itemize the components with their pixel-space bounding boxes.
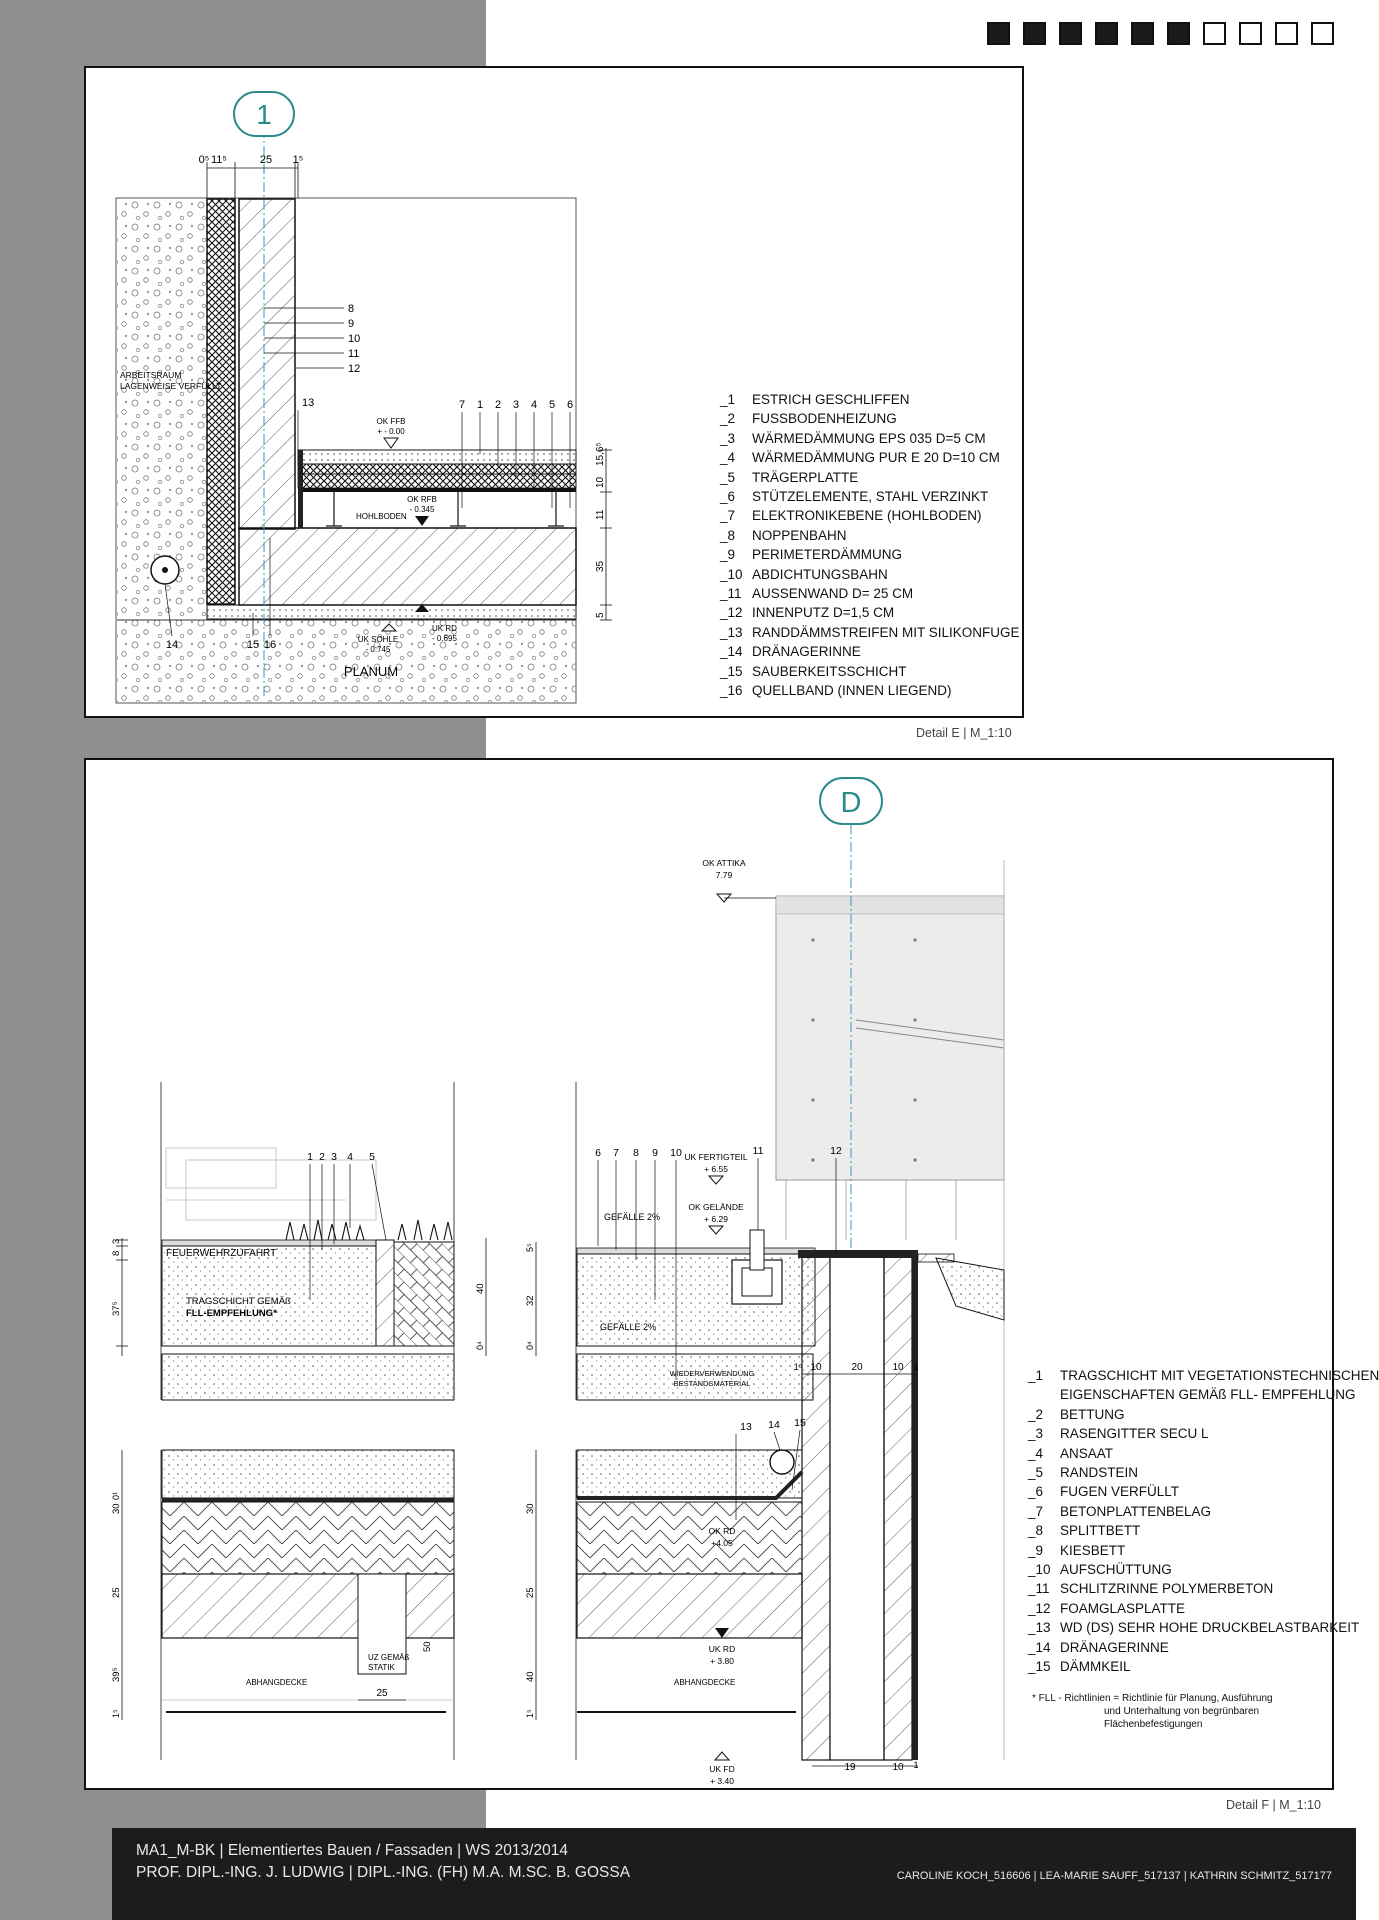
detail-f-legend-row [1028, 1405, 1379, 1424]
detail-e-legend-number: _15 [720, 663, 743, 679]
level-ok-gelaende-val: + 6.29 [704, 1214, 728, 1224]
axis-marker-d: D [840, 787, 862, 819]
callout-f-8: 8 [633, 1147, 639, 1159]
detail-e-legend-number: _4 [720, 450, 736, 466]
detail-f-footnote [1032, 1692, 1273, 1731]
callout-f-6: 6 [595, 1147, 601, 1159]
dim-e-right-3: 11 [595, 509, 606, 520]
detail-f-legend-text: RASENGITTER SECU L [1060, 1426, 1209, 1442]
detail-e-legend-number: _12 [720, 605, 743, 621]
detail-e-legend-row [720, 642, 1020, 661]
callout-f-1: 1 [307, 1151, 313, 1163]
dim-f-mid-15: 1⁵ [525, 1709, 535, 1718]
callout-e-3: 3 [512, 399, 520, 411]
dim-f-mid-13: 25 [525, 1587, 536, 1598]
detail-e-legend-text: PERIMETERDÄMMUNG [752, 547, 903, 563]
detail-f-legend-row [1028, 1482, 1379, 1501]
detail-e-legend-row [720, 662, 1020, 681]
detail-e-legend-row [720, 390, 1020, 409]
detail-e-legend-text: AUSSENWAND D= 25 CM [752, 586, 914, 602]
detail-f-legend-text: DÄMMKEIL [1060, 1659, 1131, 1675]
detail-f-legend-text: TRAGSCHICHT MIT VEGETATIONSTECHNISCHEN [1060, 1368, 1379, 1383]
detail-e-legend-row [720, 545, 1020, 564]
level-ok-ffb-val: + - 0.00 [377, 427, 405, 436]
detail-f-legend-text: KIESBETT [1060, 1542, 1126, 1558]
detail-f-legend-number: _10 [1028, 1562, 1051, 1578]
detail-f-legend-row [1028, 1444, 1379, 1463]
callout-e-11: 11 [348, 348, 360, 360]
detail-e-legend-text: ABDICHTUNGSBAHN [752, 566, 888, 582]
dim-f-mid-18: 50 [422, 1641, 433, 1652]
detail-f-legend-text: WD (DS) SEHR HOHE DRUCKBELASTBARKEIT [1060, 1620, 1360, 1636]
detail-f-legend-number: _7 [1028, 1503, 1044, 1519]
detail-f-legend-row [1028, 1366, 1379, 1385]
label-tragschicht-1: TRAGSCHICHT GEMÄß [186, 1296, 291, 1307]
callout-f-3: 3 [331, 1151, 337, 1163]
axis-marker-1: 1 [256, 99, 272, 130]
callout-e-9: 9 [348, 318, 355, 330]
detail-e-legend-text: SAUBERKEITSSCHICHT [752, 663, 907, 679]
callout-f-5: 5 [369, 1151, 375, 1163]
detail-f-legend-number: _13 [1028, 1620, 1051, 1636]
detail-f-legend-text: DRÄNAGERINNE [1060, 1639, 1169, 1655]
detail-f-legend-text: FOAMGLASPLATTE [1060, 1600, 1186, 1616]
detail-e-legend-number: _2 [720, 411, 736, 427]
detail-e-legend-row [720, 487, 1020, 506]
callout-e-8: 8 [348, 303, 355, 315]
detail-e-legend-number: _1 [720, 392, 736, 407]
dim-f-left-5: 39⁵ [111, 1667, 122, 1682]
detail-e-legend-text: ELEKTRONIKEBENE (HOHLBODEN) [752, 508, 982, 524]
dim-f-bottom-1: 20 [851, 1362, 863, 1373]
detail-f-legend-row [1028, 1657, 1379, 1676]
footnote-line-2: und Unterhaltung von begrünbaren [1104, 1706, 1260, 1717]
detail-f-legend-text: ANSAAT [1060, 1445, 1114, 1461]
callout-f-12: 12 [830, 1145, 842, 1157]
label-bestandsmaterial: BESTANDSMATERIAL [673, 1379, 751, 1388]
callout-e-15: 15 [246, 639, 260, 651]
callout-e-1: 1 [476, 399, 484, 411]
detail-f-legend-row [1028, 1599, 1379, 1618]
dim-e-right-4: 35 [595, 560, 606, 572]
dim-f-bottom-3: 1 [913, 1362, 919, 1372]
detail-e-frame [84, 66, 1024, 718]
footer-authors: CAROLINE KOCH_516606 | LEA-MARIE SAUFF_517137 | KATHRIN SCHMITZ_517177 [896, 1870, 1332, 1882]
label-arbeitsraum: ARBEITSRAUM [120, 370, 182, 380]
detail-e-legend-text: STÜTZELEMENTE, STAHL VERZINKT [752, 489, 989, 505]
detail-f-legend-row [1028, 1463, 1379, 1482]
label-abhangdecke-1: ABHANGDECKE [246, 1678, 308, 1687]
level-uk-fertigteil: UK FERTIGTEIL [684, 1152, 748, 1162]
progress-square [1131, 22, 1154, 45]
level-uk-rd-f: UK RD [708, 1644, 736, 1654]
callout-e-5: 5 [548, 399, 556, 411]
label-wiederverwendung: WIEDERVERWENDUNG [669, 1369, 755, 1378]
detail-e-legend-number: _16 [720, 683, 743, 699]
callout-e-16: 16 [263, 639, 277, 651]
level-ok-attika-val: 7.79 [715, 870, 733, 880]
callout-e-14: 14 [165, 639, 179, 651]
detail-e-legend-number: _7 [720, 508, 736, 524]
detail-e-legend-row [720, 409, 1020, 428]
detail-f-caption: Detail F | M_1:10 [1226, 1798, 1321, 1812]
detail-e-legend-number: _14 [720, 644, 743, 660]
label-arbeitsraum-2: LAGENWEISE VERFÜLLT [120, 381, 222, 391]
detail-f-legend-number: _6 [1028, 1484, 1044, 1500]
detail-f-frame [84, 758, 1379, 1790]
progress-square [1275, 22, 1298, 45]
label-hohlboden: HOHLBODEN [356, 512, 407, 521]
detail-f-legend-row [1028, 1521, 1379, 1540]
level-uk-fd: UK FD [709, 1764, 735, 1774]
detail-e-legend-number: _5 [720, 469, 736, 485]
detail-f-legend-row [1028, 1385, 1379, 1404]
callout-f-15: 15 [794, 1417, 806, 1429]
callout-f-11: 11 [752, 1145, 764, 1157]
detail-f-legend-number: _2 [1028, 1406, 1044, 1422]
level-uk-sohle-val: - 0.745 [365, 645, 391, 654]
detail-e-legend-row [720, 526, 1020, 545]
dim-e-top-3: 1⁵ [292, 154, 304, 166]
detail-e-legend-number: _10 [720, 566, 743, 582]
detail-f-legend-number [1028, 1385, 1060, 1404]
dim-f-mid-12: 30 [525, 1503, 536, 1514]
detail-e-legend-row [720, 623, 1020, 642]
detail-e-legend-text: NOPPENBAHN [752, 527, 847, 543]
level-ok-rfb: OK RFB [407, 495, 437, 504]
dim-f-bottom-5: 19 [844, 1762, 856, 1773]
callout-f-4: 4 [347, 1151, 353, 1163]
footnote-line-3: Flächenbefestigungen [1104, 1719, 1203, 1730]
detail-e-legend-number: _11 [720, 586, 742, 602]
dim-f-left-4: 25 [111, 1587, 122, 1598]
dim-e-right-2: 15,6⁵ [595, 442, 606, 466]
level-ok-gelaende: OK GELÄNDE [688, 1202, 744, 1212]
detail-e-legend-number: _9 [720, 547, 736, 563]
detail-e-legend-text: FUSSBODENHEIZUNG [752, 411, 897, 427]
dim-f-bottom-8: 25 [376, 1688, 388, 1699]
progress-square [1311, 22, 1334, 45]
level-uk-fertigteil-val: + 6.55 [704, 1164, 728, 1174]
callout-f-13: 13 [740, 1421, 752, 1433]
detail-e-legend-number: _3 [720, 430, 736, 446]
label-planum: PLANUM [343, 664, 399, 679]
detail-f-legend-text: AUFSCHÜTTUNG [1060, 1562, 1172, 1578]
detail-e-legend-number: _6 [720, 489, 736, 505]
dim-f-bottom-2: 10 [892, 1362, 904, 1373]
dim-f-left-7: 0¹ [111, 1491, 121, 1500]
callout-e-13: 13 [302, 397, 315, 409]
detail-f-legend-row [1028, 1560, 1379, 1579]
footer-course: MA1_M-BK | Elementiertes Bauen / Fassaden | WS 2013/2014 [136, 1842, 568, 1859]
detail-f-legend-row [1028, 1541, 1379, 1560]
footer-professors: PROF. DIPL.-ING. J. LUDWIG | DIPL.-ING. (FH) M.A. M.SC. B. GOSSA [136, 1864, 631, 1881]
detail-e-legend-text: WÄRMEDÄMMUNG PUR E 20 D=10 CM [752, 450, 1000, 466]
dim-f-mid-9: 0⁴ [525, 1341, 535, 1350]
level-uk-rd-val: - 0.695 [432, 634, 457, 643]
label-abhangdecke-2: ABHANGDECKE [674, 1678, 736, 1687]
dim-e-top-0: 0⁵ [198, 154, 210, 166]
detail-f-legend-number: _3 [1028, 1426, 1044, 1442]
label-uz-1: UZ GEMÄß [368, 1653, 410, 1662]
detail-e-legend-row [720, 506, 1020, 525]
detail-f-legend-number: _15 [1028, 1659, 1051, 1675]
progress-square [1095, 22, 1118, 45]
detail-f-legend-number: _12 [1028, 1600, 1051, 1616]
detail-e-legend-text: TRÄGERPLATTE [752, 469, 859, 485]
detail-f-legend-row [1028, 1579, 1379, 1598]
callout-e-2: 2 [494, 399, 502, 411]
detail-f-legend-row [1028, 1638, 1379, 1657]
callout-f-2: 2 [319, 1151, 325, 1163]
detail-e-legend-row [720, 448, 1020, 467]
callout-e-6: 6 [566, 399, 574, 411]
page-progress-indicator [987, 22, 1334, 45]
callout-f-9: 9 [652, 1147, 658, 1159]
detail-e-legend-number: _13 [720, 624, 743, 640]
detail-f-legend-number: _9 [1028, 1542, 1044, 1558]
dim-f-left-3: 30 [111, 1503, 122, 1514]
callout-e-7: 7 [458, 399, 466, 411]
progress-square [1239, 22, 1262, 45]
dim-f-bottom-0: 10 [810, 1362, 822, 1373]
dim-f-bottom-4: 1⁵ [793, 1362, 803, 1372]
callout-f-7: 7 [613, 1147, 619, 1159]
dim-f-left-1: 8 [111, 1250, 122, 1256]
detail-e-legend-row [720, 468, 1020, 487]
detail-f-legend [1028, 1366, 1379, 1677]
level-ok-rd: OK RD [708, 1526, 736, 1536]
dim-e-top-2: 25 [259, 154, 273, 166]
label-feuerwehr: FEUERWEHRZUFAHRT [166, 1248, 277, 1259]
detail-f-legend-text: FUGEN VERFÜLLT [1060, 1484, 1180, 1500]
detail-f-legend-text: BETONPLATTENBELAG [1060, 1503, 1212, 1519]
detail-f-legend-row [1028, 1424, 1379, 1443]
detail-e-legend-text: QUELLBAND (INNEN LIEGEND) [752, 683, 952, 699]
progress-square [1203, 22, 1226, 45]
label-gefaelle-2: GEFÄLLE 2% [600, 1322, 657, 1332]
dim-f-bottom-6: 10 [892, 1762, 904, 1773]
detail-f-legend-row [1028, 1502, 1379, 1521]
detail-f-legend-text: BETTUNG [1060, 1406, 1125, 1422]
dim-f-bottom-7: 1 [913, 1760, 919, 1770]
detail-f-legend-number: _11 [1028, 1581, 1050, 1597]
dim-f-mid-1: 0⁴ [475, 1341, 485, 1350]
detail-e-caption: Detail E | M_1:10 [916, 726, 1012, 740]
footnote-line-1: * FLL - Richtlinien = Richtlinie für Planung, Ausführung [1032, 1693, 1273, 1704]
level-ok-attika: OK ATTIKA [702, 858, 746, 868]
callout-e-12: 12 [348, 363, 361, 375]
detail-e-legend-row [720, 603, 1020, 622]
dim-f-mid-6: 5⁵ [525, 1243, 535, 1252]
detail-e-legend-row [720, 429, 1020, 448]
detail-e-legend-number: _8 [720, 527, 736, 543]
callout-e-10: 10 [348, 333, 361, 345]
detail-f-legend-text: SPLITTBETT [1060, 1523, 1141, 1539]
detail-f-legend-number: _4 [1028, 1445, 1044, 1461]
dim-f-left-0: 3 [111, 1238, 122, 1244]
level-ok-ffb: OK FFB [376, 417, 406, 426]
detail-e-legend-row [720, 565, 1020, 584]
footer-bar [112, 1828, 1356, 1920]
detail-f-legend-number: _14 [1028, 1639, 1051, 1655]
dim-e-right-5: 5 [595, 612, 606, 618]
detail-f-legend-text: RANDSTEIN [1060, 1465, 1139, 1481]
detail-e-legend-text: DRÄNAGERINNE [752, 644, 861, 660]
dim-f-left-2: 37⁵ [111, 1301, 122, 1316]
detail-e-legend-text: ESTRICH GESCHLIFFEN [752, 392, 910, 407]
callout-f-14: 14 [768, 1419, 780, 1431]
detail-f-legend-text: EIGENSCHAFTEN GEMÄß FLL- EMPFEHLUNG [1060, 1387, 1356, 1403]
detail-f-legend-text: SCHLITZRINNE POLYMERBETON [1060, 1581, 1274, 1597]
detail-f-legend-number: _8 [1028, 1523, 1044, 1539]
dim-e-top-1: 11⁵ [211, 154, 227, 166]
detail-e-legend [720, 390, 1020, 701]
detail-e-legend-row [720, 681, 1020, 700]
level-uk-rd: UK RD [432, 624, 457, 633]
detail-f-legend-number: _1 [1028, 1368, 1044, 1383]
dim-f-left-6: 1⁵ [111, 1709, 121, 1718]
detail-f-legend-number: _5 [1028, 1465, 1044, 1481]
level-uk-rd-f-val: + 3.80 [710, 1656, 734, 1666]
detail-f-legend-row [1028, 1618, 1379, 1637]
progress-square [1059, 22, 1082, 45]
label-gefaelle-1: GEFÄLLE 2% [604, 1212, 661, 1222]
level-uk-sohle: UK SOHLE [357, 635, 399, 644]
detail-e-legend-text: INNENPUTZ D=1,5 CM [752, 605, 895, 621]
detail-e-legend-text: WÄRMEDÄMMUNG EPS 035 D=5 CM [752, 430, 986, 446]
label-tragschicht-2: FLL-EMPFEHLUNG* [186, 1308, 277, 1319]
dim-f-mid-0: 40 [475, 1283, 486, 1294]
level-ok-rd-val: +4.05 [711, 1538, 733, 1548]
detail-e-legend-text: RANDDÄMMSTREIFEN MIT SILIKONFUGE [752, 624, 1020, 640]
label-uz-2: STATIK [368, 1663, 395, 1672]
progress-square [1167, 22, 1190, 45]
level-uk-fd-val: + 3.40 [710, 1776, 734, 1786]
dim-f-mid-8: 32 [525, 1295, 536, 1306]
progress-square [1023, 22, 1046, 45]
level-ok-rfb-val: - 0.345 [409, 505, 435, 514]
callout-e-4: 4 [530, 399, 538, 411]
callout-f-10: 10 [670, 1147, 682, 1159]
dim-e-right-1: 10 [595, 476, 606, 488]
progress-square [987, 22, 1010, 45]
detail-e-legend-row [720, 584, 1020, 603]
dim-f-mid-14: 40 [525, 1671, 536, 1682]
